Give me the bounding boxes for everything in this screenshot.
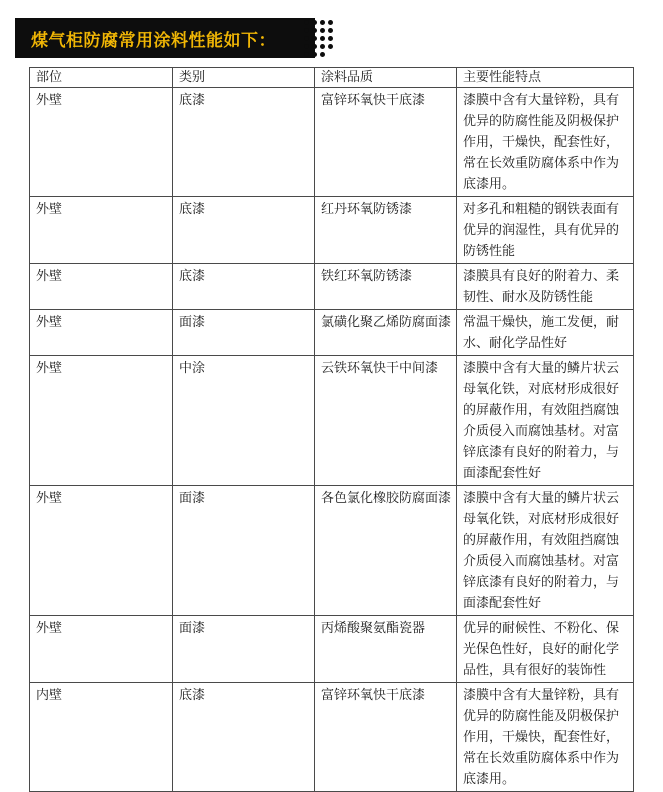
cell-properties: 常温干燥快，施工发便，耐水、耐化学品性好	[457, 310, 634, 356]
header-location: 部位	[30, 68, 173, 88]
cell-properties: 对多孔和粗糙的钢铁表面有优异的润湿性，具有优异的防锈性能	[457, 197, 634, 264]
table-header-row	[30, 68, 634, 88]
table-row	[30, 88, 634, 197]
cell-location: 外壁	[30, 88, 173, 197]
cell-category: 底漆	[173, 683, 315, 792]
table-row	[30, 616, 634, 683]
cell-coating: 富锌环氧快干底漆	[315, 683, 457, 792]
cell-properties: 优异的耐候性、不粉化、保光保色性好，良好的耐化学品性，具有很好的装饰性	[457, 616, 634, 683]
table-row	[30, 264, 634, 310]
header-properties: 主要性能特点	[457, 68, 634, 88]
cell-location: 外壁	[30, 616, 173, 683]
page-title: 煤气柜防腐常用涂料性能如下：	[31, 30, 276, 51]
cell-category: 中涂	[173, 356, 315, 486]
cell-coating: 铁红环氧防锈漆	[315, 264, 457, 310]
cell-location: 外壁	[30, 356, 173, 486]
coating-table	[29, 67, 634, 792]
cell-location: 外壁	[30, 197, 173, 264]
cell-location: 外壁	[30, 264, 173, 310]
header-coating: 涂料品质	[315, 68, 457, 88]
cell-properties: 漆膜中含有大量的鳞片状云母氧化铁，对底材形成很好的屏蔽作用，有效阻挡腐蚀介质侵入而腐蚀基材。对富锌底漆有良好的附着力，与面漆配套性好	[457, 356, 634, 486]
cell-properties: 漆膜中含有大量锌粉，具有优异的防腐性能及阴极保护作用，干燥快，配套性好，常在长效重防腐体系中作为底漆用。	[457, 88, 634, 197]
table-row	[30, 310, 634, 356]
cell-coating: 云铁环氧快干中间漆	[315, 356, 457, 486]
cell-properties: 漆膜具有良好的附着力、柔韧性、耐水及防锈性能	[457, 264, 634, 310]
cell-location: 外壁	[30, 310, 173, 356]
cell-coating: 氯磺化聚乙烯防腐面漆	[315, 310, 457, 356]
cell-location: 内壁	[30, 683, 173, 792]
cell-category: 面漆	[173, 486, 315, 616]
decorative-dots	[300, 18, 340, 58]
cell-category: 底漆	[173, 88, 315, 197]
header-category: 类别	[173, 68, 315, 88]
cell-category: 面漆	[173, 310, 315, 356]
title-banner	[15, 18, 315, 58]
cell-properties: 漆膜中含有大量锌粉，具有优异的防腐性能及阴极保护作用，干燥快，配套性好，常在长效重防腐体系中作为底漆用。	[457, 683, 634, 792]
table-row	[30, 683, 634, 792]
table-row	[30, 486, 634, 616]
cell-properties: 漆膜中含有大量的鳞片状云母氧化铁，对底材形成很好的屏蔽作用，有效阻挡腐蚀介质侵入而腐蚀基材。对富锌底漆有良好的附着力，与面漆配套性好	[457, 486, 634, 616]
cell-category: 底漆	[173, 264, 315, 310]
cell-coating: 红丹环氧防锈漆	[315, 197, 457, 264]
cell-coating: 丙烯酸聚氨酯瓷器	[315, 616, 457, 683]
table-row	[30, 356, 634, 486]
table-row	[30, 197, 634, 264]
cell-category: 底漆	[173, 197, 315, 264]
cell-category: 面漆	[173, 616, 315, 683]
cell-coating: 富锌环氧快干底漆	[315, 88, 457, 197]
cell-location: 外壁	[30, 486, 173, 616]
cell-coating: 各色氯化橡胶防腐面漆	[315, 486, 457, 616]
